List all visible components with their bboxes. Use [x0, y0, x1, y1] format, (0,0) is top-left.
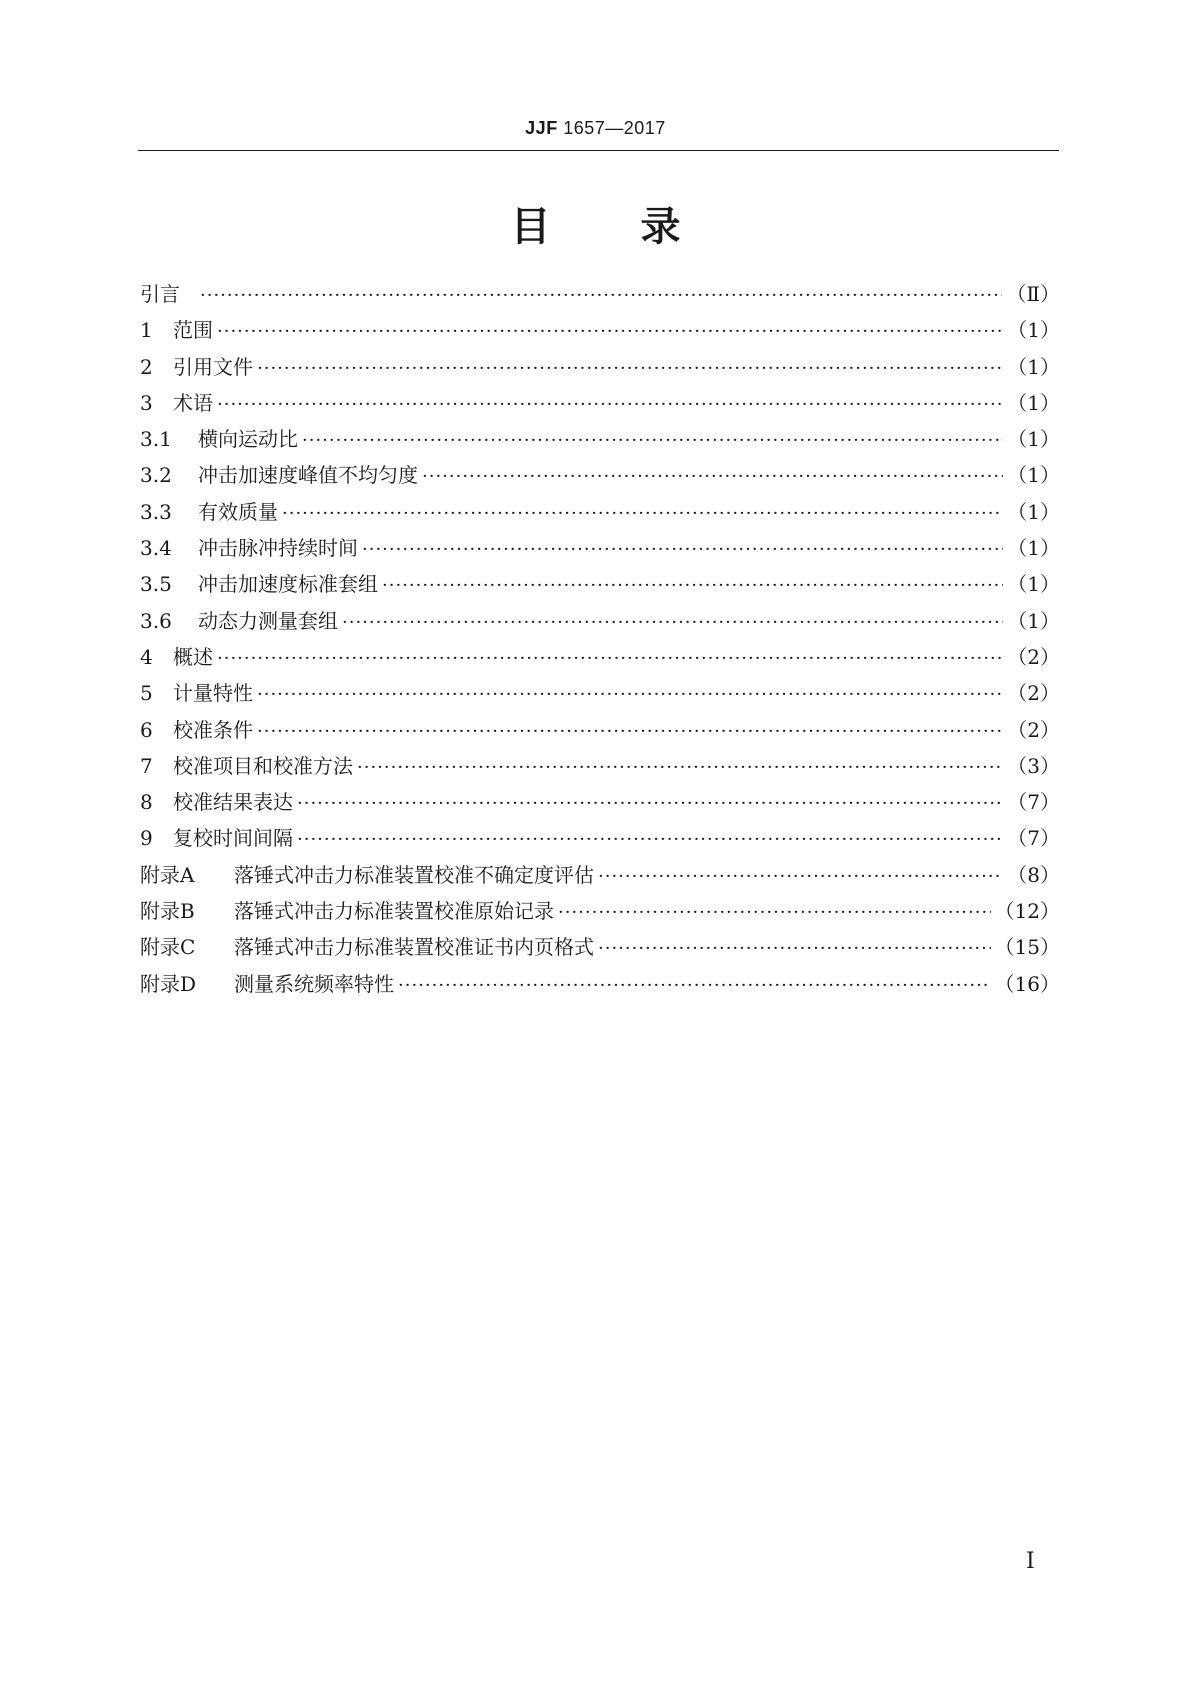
- toc-leader-dots: [257, 721, 1003, 742]
- toc-entry-page: （3）: [1007, 753, 1060, 778]
- toc-leader-dots: [297, 793, 1003, 814]
- toc-leader-dots: [257, 358, 1003, 379]
- toc-entry-2[interactable]: [140, 351, 1060, 387]
- toc-entry-number: 6: [140, 717, 153, 742]
- toc-leader-dots: [357, 757, 1003, 778]
- toc-entry-page: （1）: [1007, 354, 1060, 379]
- toc-entry-page: （7）: [1007, 826, 1060, 851]
- toc-entry-label: 概述: [173, 644, 213, 669]
- toc-entry-appendix-c[interactable]: [140, 931, 1060, 967]
- toc-entry-appendix-d[interactable]: [140, 968, 1060, 1004]
- toc-entry-label: 有效质量: [198, 499, 278, 524]
- toc-leader-dots: [302, 430, 1003, 451]
- toc-entry-page: （8）: [1007, 862, 1060, 887]
- toc-entry-number: 7: [140, 753, 153, 778]
- toc-entry-page: （1）: [1007, 463, 1060, 488]
- standard-number: 1657—2017: [563, 118, 666, 138]
- toc-entry-label: 冲击加速度峰值不均匀度: [198, 463, 418, 488]
- toc-leader-dots: [282, 503, 1003, 524]
- toc-entry-3[interactable]: [140, 387, 1060, 423]
- toc-entry-5[interactable]: [140, 677, 1060, 713]
- toc-entry-3-2[interactable]: [140, 459, 1060, 495]
- toc-entry-number: 3.3: [140, 499, 172, 524]
- toc-entry-page: （15）: [994, 935, 1060, 960]
- toc-leader-dots: [598, 938, 991, 959]
- toc-entry-4[interactable]: [140, 641, 1060, 677]
- toc-entry-number: 9: [140, 826, 153, 851]
- toc-entry-number: 附录B: [140, 899, 195, 924]
- toc-entry-label: 校准结果表达: [173, 790, 293, 815]
- table-of-contents: [140, 278, 1060, 1004]
- toc-leader-dots: [217, 394, 1003, 415]
- title-char-1: 目: [510, 204, 551, 250]
- toc-entry-number: 8: [140, 790, 153, 815]
- toc-entry-number: 附录D: [140, 971, 197, 996]
- toc-entry-3-4[interactable]: [140, 532, 1060, 568]
- toc-entry-3-5[interactable]: [140, 568, 1060, 604]
- toc-entry-number: 3.4: [140, 536, 172, 561]
- toc-entry-7[interactable]: [140, 750, 1060, 786]
- toc-entry-page: （7）: [1007, 790, 1060, 815]
- toc-entry-page: （12）: [994, 899, 1060, 924]
- toc-leader-dots: [398, 975, 991, 996]
- title-char-2: 录: [640, 204, 681, 250]
- toc-leader-dots: [200, 285, 1002, 306]
- toc-entry-appendix-b[interactable]: [140, 895, 1060, 931]
- toc-entry-number: 3: [140, 390, 153, 415]
- toc-leader-dots: [422, 466, 1003, 487]
- toc-entry-number: 4: [140, 644, 153, 669]
- running-header: [0, 118, 1191, 139]
- toc-entry-8[interactable]: [140, 786, 1060, 822]
- toc-entry-label: 落锤式冲击力标准装置校准不确定度评估: [234, 862, 594, 887]
- toc-leader-dots: [257, 684, 1003, 705]
- toc-leader-dots: [558, 902, 991, 923]
- toc-entry-label: 复校时间间隔: [173, 826, 293, 851]
- toc-entry-label: 冲击脉冲持续时间: [198, 536, 358, 561]
- toc-entry-number: 附录A: [140, 862, 195, 887]
- toc-entry-3-1[interactable]: [140, 423, 1060, 459]
- toc-entry-page: （2）: [1007, 681, 1060, 706]
- toc-entry-number: 附录C: [140, 935, 196, 960]
- toc-entry-label: 测量系统频率特性: [234, 971, 394, 996]
- toc-entry-intro[interactable]: [140, 278, 1060, 314]
- toc-entry-label: 落锤式冲击力标准装置校准证书内页格式: [234, 935, 594, 960]
- toc-entry-label: 计量特性: [173, 681, 253, 706]
- toc-entry-number: 2: [140, 354, 153, 379]
- toc-entry-1[interactable]: [140, 314, 1060, 350]
- toc-entry-page: （16）: [994, 971, 1060, 996]
- toc-entry-number: 3.6: [140, 608, 172, 633]
- page-number: Ⅰ: [1026, 1548, 1035, 1573]
- toc-entry-label: 引用文件: [173, 354, 253, 379]
- header-rule: [138, 150, 1059, 151]
- toc-entry-page: （2）: [1007, 717, 1060, 742]
- toc-entry-number: 1: [140, 318, 153, 343]
- toc-entry-label: 校准项目和校准方法: [173, 753, 353, 778]
- toc-entry-label: 横向运动比: [198, 427, 298, 452]
- toc-leader-dots: [382, 575, 1003, 596]
- toc-leader-dots: [217, 648, 1003, 669]
- toc-entry-page: （1）: [1007, 608, 1060, 633]
- toc-entry-page: （1）: [1007, 390, 1060, 415]
- toc-entry-3-3[interactable]: [140, 496, 1060, 532]
- toc-leader-dots: [362, 539, 1003, 560]
- toc-entry-page: （1）: [1007, 427, 1060, 452]
- page-title: [0, 195, 1191, 252]
- toc-entry-number: 3.2: [140, 463, 172, 488]
- toc-leader-dots: [297, 829, 1003, 850]
- toc-entry-9[interactable]: [140, 822, 1060, 858]
- toc-leader-dots: [342, 612, 1003, 633]
- toc-entry-page: （Ⅱ）: [1006, 282, 1060, 306]
- toc-entry-6[interactable]: [140, 714, 1060, 750]
- toc-entry-page: （1）: [1007, 499, 1060, 524]
- toc-entry-label: 校准条件: [173, 717, 253, 742]
- toc-entry-number: 3.1: [140, 427, 172, 452]
- standard-code: JJF: [525, 118, 558, 138]
- toc-entry-label: 动态力测量套组: [198, 608, 338, 633]
- toc-entry-page: （1）: [1007, 572, 1060, 597]
- toc-entry-label: 范围: [173, 318, 213, 343]
- toc-leader-dots: [217, 321, 1003, 342]
- toc-entry-number: 引言: [140, 282, 180, 306]
- toc-entry-3-6[interactable]: [140, 605, 1060, 641]
- toc-entry-label: 冲击加速度标准套组: [198, 572, 378, 597]
- toc-entry-label: 落锤式冲击力标准装置校准原始记录: [234, 899, 554, 924]
- toc-entry-number: 3.5: [140, 572, 172, 597]
- toc-entry-label: 术语: [173, 390, 213, 415]
- toc-entry-number: 5: [140, 681, 153, 706]
- toc-entry-page: （1）: [1007, 536, 1060, 561]
- toc-leader-dots: [598, 866, 1003, 887]
- toc-entry-page: （2）: [1007, 644, 1060, 669]
- toc-entry-page: （1）: [1007, 318, 1060, 343]
- toc-entry-appendix-a[interactable]: [140, 859, 1060, 895]
